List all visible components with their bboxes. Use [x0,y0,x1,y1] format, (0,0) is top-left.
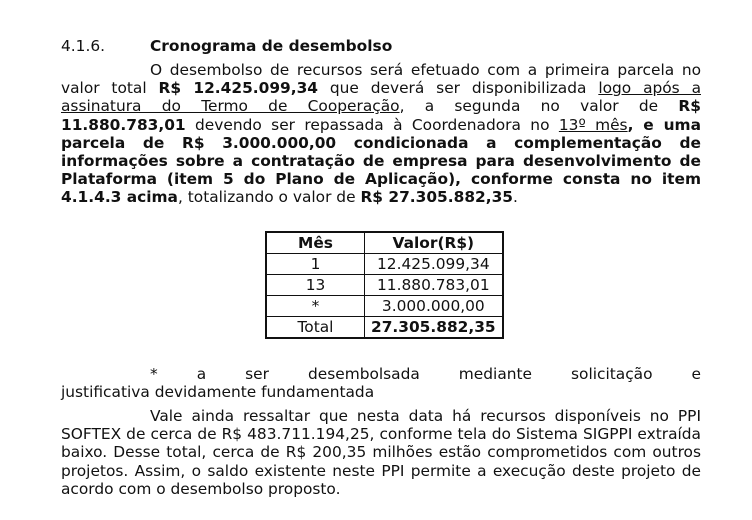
total-value-cell: 27.305.882,35 [365,317,503,339]
paragraph-line: Vale ainda ressaltar que nesta data há recursos disponíveis no PPI [150,407,701,425]
section-number: 4.1.6. [61,37,106,55]
paragraph-line: acordo com o desembolso proposto. [61,479,341,498]
paragraph-line: 11.880.783,01 devendo ser repassada à Coordenadora no 13º mês, e uma [61,115,701,134]
table-total-row [266,317,503,339]
paragraph-line: SOFTEX de cerca de R$ 483.711.194,25, conforme tela do Sistema SIGPPI extraída [61,425,701,444]
paragraph-line: Plataforma (item 5 do Plano de Aplicação), conforme consta no item [61,170,701,189]
table-row [266,296,503,317]
paragraph-line: 4.1.4.3 acima, totalizando o valor de R$ 27.305.882,35. [61,188,518,207]
total-label-cell: Total [266,317,365,339]
resources-paragraph [61,407,701,498]
table-row [266,254,503,275]
disbursement-paragraph [61,61,701,207]
paragraph-line: projetos. Assim, o saldo existente neste PPI permite a execução deste projeto de [61,461,701,480]
footnote-line: * a ser desembolsada mediante solicitação e [150,365,701,383]
table-footnote [61,365,701,401]
month-cell: * [266,296,365,317]
month-cell: 13 [266,275,365,296]
paragraph-line: parcela de R$ 3.000.000,00 condicionada a complementação de [61,133,701,152]
footnote-line: justificativa devidamente fundamentada [61,383,375,402]
section-title: Cronograma de desembolso [150,37,393,55]
column-header-month: Mês [266,232,365,254]
disbursement-table [265,231,504,339]
table-header-row [266,232,503,254]
column-header-value: Valor(R$) [365,232,503,254]
value-cell: 12.425.099,34 [365,254,503,275]
paragraph-line: valor total R$ 12.425.099,34 que deverá ser disponibilizada logo após a [61,79,701,98]
paragraph-line: informações sobre a contratação de empresa para desenvolvimento de [61,151,701,170]
paragraph-line: assinatura do Termo de Cooperação, a segunda no valor de R$ [61,97,701,116]
paragraph-line: O desembolso de recursos será efetuado com a primeira parcela no [150,61,701,79]
paragraph-line: baixo. Desse total, cerca de R$ 200,35 milhões estão comprometidos com outros [61,443,701,462]
month-cell: 1 [266,254,365,275]
value-cell: 11.880.783,01 [365,275,503,296]
table-row [266,275,503,296]
value-cell: 3.000.000,00 [365,296,503,317]
